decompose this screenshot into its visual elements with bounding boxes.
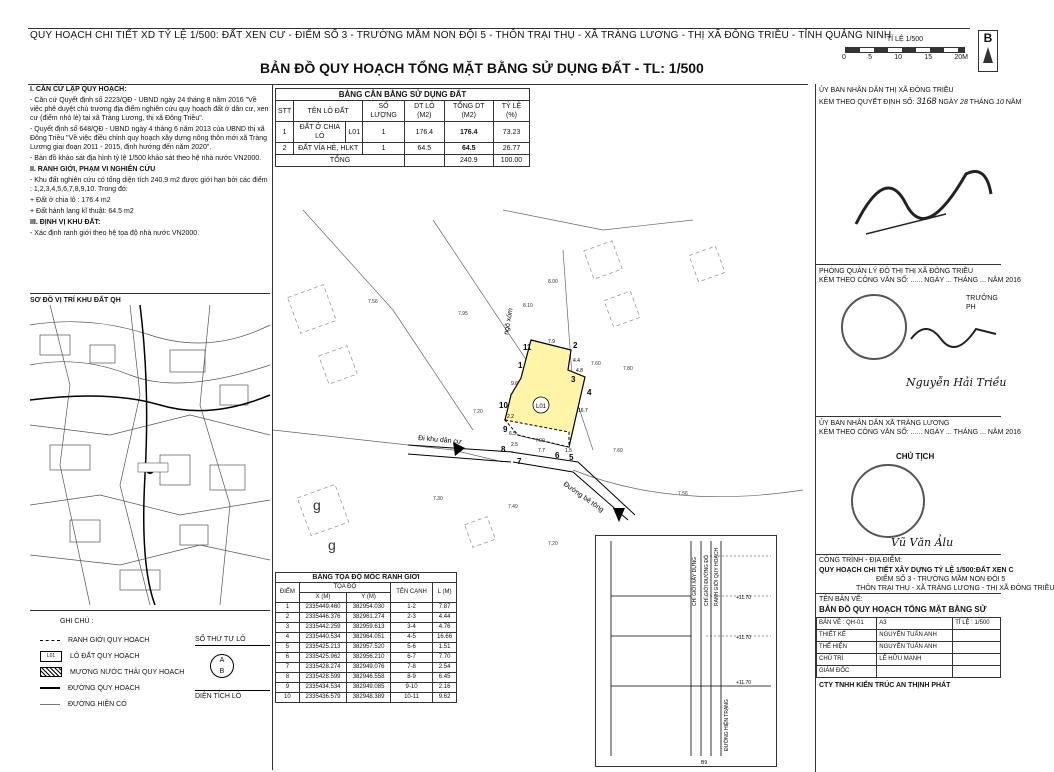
north-arrow-icon: B: [978, 30, 998, 72]
dim-label: 6.5: [509, 431, 516, 437]
signer-2-name: Vũ Văn Ảlu: [891, 536, 954, 549]
section-label: RANH GIỚI QUY HOẠCH: [714, 547, 720, 606]
elev-label: 7.00: [535, 438, 545, 444]
coord-row: 3 2335442.259 382959.613 3-4 4.76: [276, 623, 457, 633]
signature-2-icon: [906, 314, 1001, 354]
dim-label: 2.5: [511, 442, 518, 448]
road-label-1: Đi khu dân cư: [417, 435, 462, 446]
elev-label: 7.49: [508, 504, 518, 510]
company-name: CTY TNHH KIẾN TRÚC AN THỊNH PHÁT: [819, 682, 951, 689]
cv-line-2: KÈM THEO CÔNG VĂN SỐ: ...... NGÀY ... THÁNG ... NĂM 2016: [819, 429, 1021, 436]
elev-label: 7.95: [458, 311, 468, 317]
lot-key-circle-icon: A B: [210, 654, 234, 678]
section-val: +11.70: [736, 680, 752, 686]
point-9: 9: [503, 425, 508, 434]
table-row: 2 ĐẤT VỈA HÈ, HLKT 1 64.5 64.5 26.77: [276, 143, 530, 155]
legend-drain: MƯƠNG NƯỚC THẢI QUY HOẠCH: [40, 664, 190, 680]
coord-row: 1 2335449.460 382954.030 1-2 7.87: [276, 603, 457, 613]
scale-ticks: 0 5 10 15 20M: [842, 54, 968, 61]
elev-label: 7.60: [591, 361, 601, 367]
tree-symbol-2: g: [328, 537, 336, 553]
existing-road-icon: [40, 704, 60, 705]
section-val: +11.70: [736, 635, 752, 641]
qd-line: KÈM THEO QUYẾT ĐỊNH SỐ: 3168 NGÀY 28 THÁNG 10 NĂM: [819, 96, 1022, 106]
dim-label: 16.7: [578, 408, 588, 414]
road-label-2: Đường bê tông: [561, 480, 605, 514]
coord-row: 5 2335425.213 382957.520 5-6 1.51: [276, 643, 457, 653]
land-balance-table: BẢNG CÂN BẰNG SỬ DỤNG ĐẤT STT TÊN LÔ ĐẤT SỐ LƯỢNG DT LÔ (M2) TỔNG DT (M2) TỶ LỆ (%) 1 ĐẤT Ở CHIA LÔ L01 1 176.4 176.4 73.23 2 ĐẤT VỈA HÈ, HLKT 1 64.5 64.5 26.77 TỔNG 240.9 100.00: [275, 88, 530, 167]
section-val: B9: [701, 760, 708, 766]
elev-label: 7.56: [368, 299, 378, 305]
coord-row: 7 2335428.274 382949.076 7-8 2.54: [276, 663, 457, 673]
point-8: 8: [501, 445, 506, 454]
elev-label: 7.56: [678, 491, 688, 497]
phong-ql-label: PHÒNG QUẢN LÝ ĐÔ THỊ THỊ XÃ ĐÔNG TRIỀU: [816, 264, 1001, 278]
dim-label: 9.6: [511, 381, 518, 387]
coord-row: 9 2335434.534 382949.085 9-10 2.16: [276, 683, 457, 693]
stamp-1-icon: [841, 294, 907, 360]
scale-bar: [840, 35, 970, 75]
elev-label: 7.60: [613, 448, 623, 454]
coord-row: 2 2335446.376 382961.274 2-3 4.44: [276, 613, 457, 623]
road-arrow-icon-2: [613, 508, 625, 522]
point-11: 11: [523, 343, 532, 352]
signature-1-icon: [846, 144, 996, 254]
ubnd-thixa-label: ỦY BAN NHÂN DÂN THỊ XÃ ĐÔNG TRIỀU: [819, 87, 954, 94]
coord-row: 10 2335436.579 382948.389 10-11 9.62: [276, 693, 457, 703]
section-val: +11.70: [736, 595, 752, 601]
point-6: 6: [555, 451, 560, 460]
point-3: 3: [571, 375, 576, 384]
dim-label: 7.9: [548, 339, 555, 345]
location-map: [30, 305, 270, 605]
point-2: 2: [573, 341, 578, 350]
elev-label: 7.20: [473, 409, 483, 415]
elev-label: 7.20: [548, 541, 558, 547]
lot-symbol-icon: L01: [40, 651, 62, 662]
planned-road-icon: [40, 687, 60, 689]
lot-label-key: SỐ THỨ TỰ LÔ A B DIỆN TÍCH LÔ: [195, 635, 270, 730]
ubnd-xa-label: ỦY BAN NHÂN DÂN XÃ TRÀNG LƯƠNG: [816, 416, 1001, 430]
frame-top: [28, 28, 970, 29]
location-map-title: SƠ ĐỒ VỊ TRÍ KHU ĐẤT QH: [30, 293, 270, 305]
road-cross-section: [595, 535, 777, 767]
coord-row: 8 2335428.599 382946.558 8-9 6.45: [276, 673, 457, 683]
dim-label: 4.4: [573, 358, 580, 364]
section-label: ĐƯỜNG HIỆN TRẠNG: [724, 699, 730, 751]
point-5: 5: [569, 453, 574, 462]
dim-label: 7.7: [538, 448, 545, 454]
boundary-coordinate-table: BẢNG TỌA ĐỘ MỐC RANH GIỚI ĐIỂM TỌA ĐỘ TÊN CẠNH L (M) X (M) Y (M) 1 2335449.460 382954.030 1-2 7.87 2 2335446.376 382961.274 2-3 4.44 3 2335442.259 382959.613 3-4 4.76 4 2335440.534 382964.051 4-5 16.66 5 2335425.213 382957.520 5-6 1.51 6 2335425.962 382956.210 6-7 7.70 7 2335428.274 382949.076 7-8 2.54 8 2335428.599 382946.558 8-9 6.45 9 2335434.534 382949.085 9-10 2.16 10 2335436.579 382948.389 10-11 9.62: [275, 572, 457, 703]
table-row: 1 ĐẤT Ở CHIA LÔ L01 1 176.4 176.4 73.23: [276, 122, 530, 143]
road-label-3: ngõ xóm: [503, 307, 515, 336]
elev-label: 7.30: [433, 496, 443, 502]
cross-section-drawing: [596, 536, 776, 766]
table-total-row: TỔNG 240.9 100.00: [276, 155, 530, 167]
legend-existing-road: ĐƯỜNG HIỆN CÓ: [40, 696, 190, 712]
dim-label: 2.2: [507, 414, 514, 420]
signer-1-name: Nguyễn Hải Triều: [906, 376, 1007, 389]
scale-label: TỈ LỆ 1/500: [886, 36, 924, 43]
drain-hatch-icon: [40, 667, 62, 677]
dim-label: 1.5: [565, 448, 572, 454]
dim-label: 4.8: [576, 368, 583, 374]
truong-phong-label: TRƯỞNG PH: [966, 295, 998, 311]
planning-notes: I. CĂN CỨ LẬP QUY HOẠCH: - Căn cứ Quyết định số 2223/QĐ - UBND ngày 24 tháng 8 năm 2016 "Về việc phê duyệt chủ trương địa điểm nghiên cứu quy hoạch đất ở dân cư, xen cư (điểm nhỏ lẻ) tại xã Tràng Lương, thị xã Đông Triều". - Quyết định số 648/QĐ - UBND ngày 4 tháng 6 năm 2013 của UBND thị xã Đông Triều "Về việc điều chỉnh quy hoạch xây dựng nông thôn mới xã Tràng Lương giai đoạn 2011 - 2015, định hướng đến năm 2020". - Bản đồ khảo sát địa hình tỷ lệ 1/500 khảo sát theo hệ nhà nước VN2000. II. RANH GIỚI, PHẠM VI NGHIÊN CỨU - Khu đất nghiên cứu có tổng diện tích 240.9 m2 được giới hạn bởi các điểm : 1,2,3,4,5,6,7,8,9,10. Trong đó: + Đất ở chia lô : 176.4 m2 + Đất hành lang kĩ thuật: 64.5 m2 III. ĐỊNH VỊ KHU ĐẤT: - Xác định ranh giới theo hệ tọa độ nhà nước VN2000.: [30, 86, 269, 237]
cv-line-1: KÈM THEO CÔNG VĂN SỐ: ...... NGÀY ... THÁNG ... NĂM 2016: [819, 277, 1021, 284]
coord-row: 4 2335440.534 382964.051 4-5 16.66: [276, 633, 457, 643]
point-10: 10: [499, 401, 508, 410]
coord-row: 6 2335425.962 382956.210 6-7 7.70: [276, 653, 457, 663]
lot-id-label: L01: [535, 404, 547, 410]
map-subtitle: QUY HOẠCH CHI TIẾT XD TỶ LỆ 1/500: ĐẤT XEN CƯ - ĐIỂM SỐ 3 - TRƯỜNG MẦM NON ĐỘI 5 - THÔN TRẠI THỤ - XÃ TRÀNG LƯƠNG - THỊ XÃ ĐÔNG TRIỀU - TỈNH QUẢNG NINH: [30, 30, 892, 41]
boundary-line-icon: [40, 640, 60, 641]
stamp-2-icon: [851, 464, 925, 538]
elev-label: 7.80: [623, 366, 633, 372]
section-label: CHỈ GIỚI XÂY DỰNG: [692, 556, 698, 606]
approval-panel: [815, 84, 1054, 772]
site-plan-map: [273, 190, 813, 570]
tree-symbol-1: g: [313, 497, 321, 513]
chu-tich-label: CHỦ TỊCH: [896, 452, 935, 461]
point-1: 1: [518, 361, 523, 370]
elev-label: 8.00: [548, 279, 558, 285]
legend: GHI CHÚ :: [30, 610, 270, 626]
title-block: CÔNG TRÌNH - ĐỊA ĐIỂM: QUY HOẠCH CHI TIẾT XÂY DỰNG TỶ LỆ 1/500:ĐẤT XEN C ĐIỂM SỐ 3 - TRƯỜNG MẦM NON ĐỘI 5 THÔN TRẠI THỤ - XÃ TRÀNG LƯƠNG - THỊ XÃ ĐÔNG TRIỀU TÊN BẢN VẼ: BẢN ĐỒ QUY HOẠCH TỔNG MẶT BẰNG SỬ BẢN VẼ : QH-01 A3 TỈ LỆ : 1/500 THIẾT KẾ NGUYỄN TUẤN ANH THỂ HIỆN NGUYỄN TUẤN ANH CHỦ TRÌ LÊ HỮU MẠNH GIÁM ĐỐC CTY TNHH KIẾN TRÚC AN THỊNH PHÁT: [816, 554, 1001, 693]
legend-lot: L01 LÔ ĐẤT QUY HOẠCH: [40, 648, 190, 664]
legend-planned-road: ĐƯỜNG QUY HOẠCH: [40, 680, 190, 696]
point-7: 7: [517, 457, 522, 466]
section-label: CHỈ GIỚI ĐƯỜNG ĐỎ: [704, 555, 710, 606]
legend-boundary: RANH GIỚI QUY HOẠCH: [40, 632, 190, 648]
elev-label: 8.10: [523, 303, 533, 309]
map-title: BẢN ĐỒ QUY HOẠCH TỔNG MẶT BẰNG SỬ DỤNG ĐẤT - TL: 1/500: [260, 60, 704, 76]
legend-items: [40, 632, 190, 712]
point-4: 4: [587, 388, 592, 397]
